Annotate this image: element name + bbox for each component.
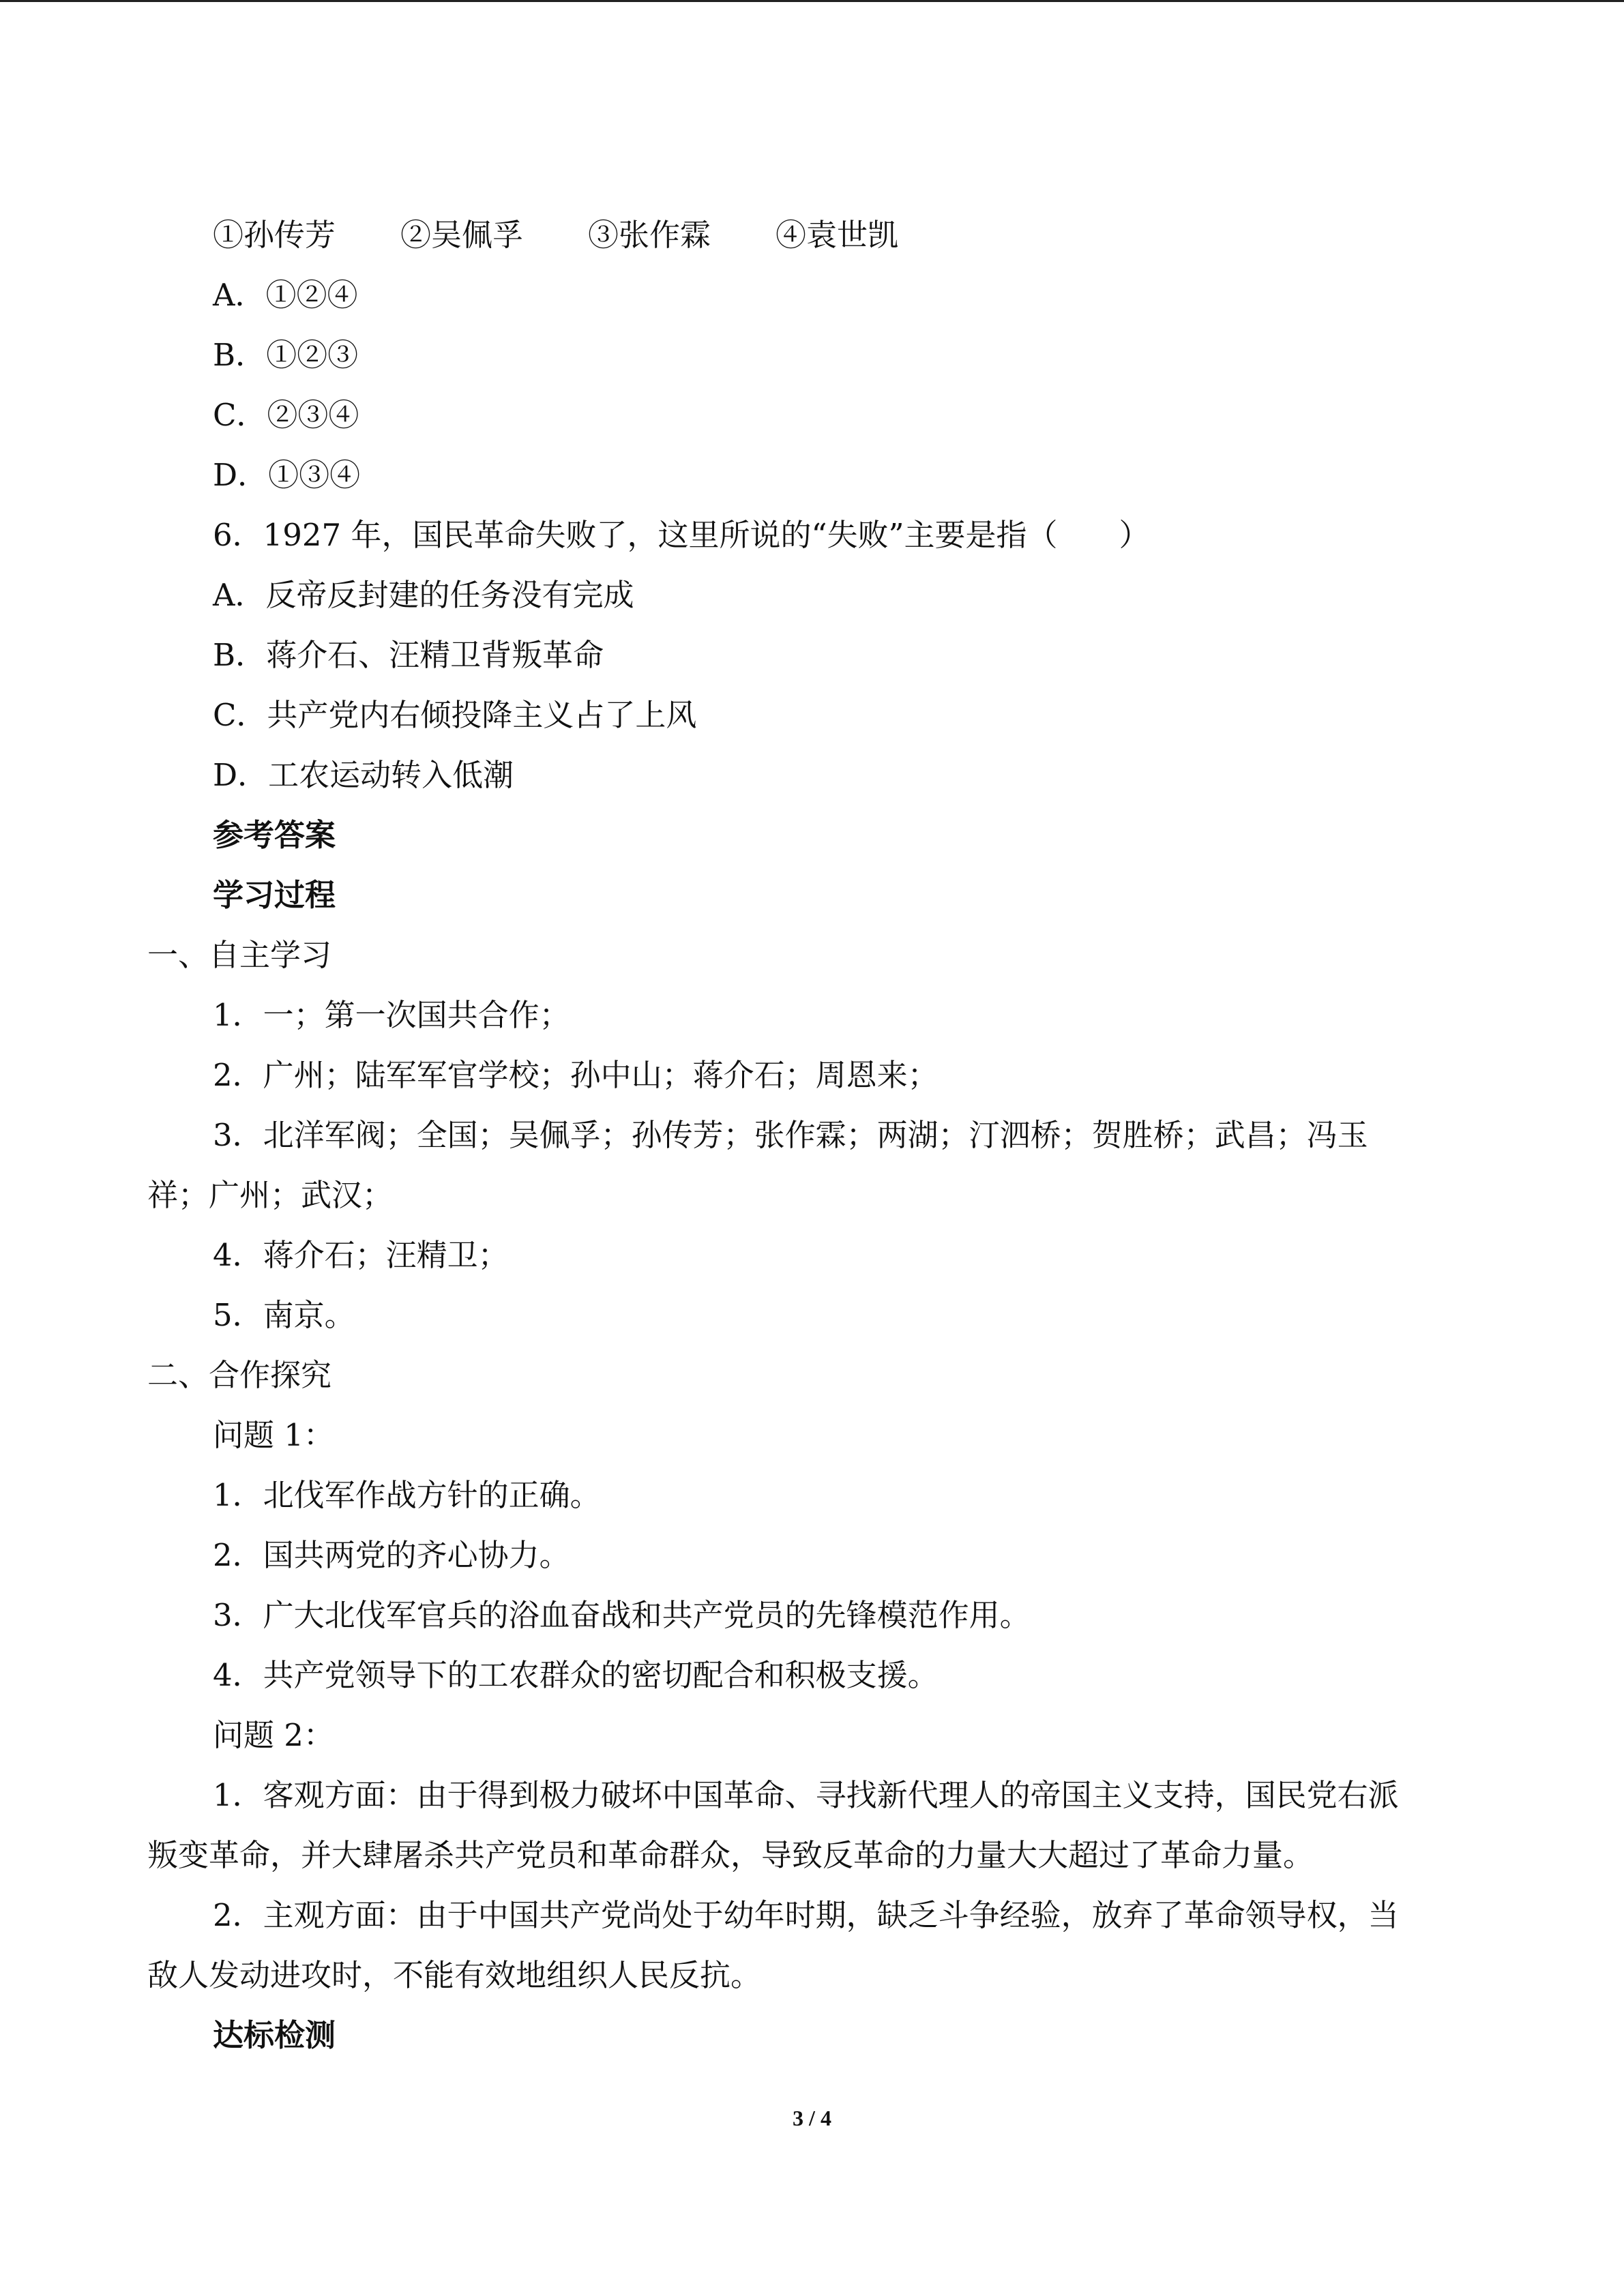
question1-label: 问题 1：: [213, 1417, 334, 1453]
section1-item-3-cont: 祥；广州；武汉；: [147, 1177, 394, 1213]
q5-choice-a: A．①②④: [213, 277, 358, 313]
q2-answer-2: 2．主观方面：由于中国共产党尚处于幼年时期，缺乏斗争经验，放弃了革命领导权，当: [213, 1897, 1399, 1933]
q6-choice-a: A．反帝反封建的任务没有完成: [213, 577, 634, 613]
q2-answer-1: 1．客观方面：由于得到极力破坏中国革命、寻找新代理人的帝国主义支持，国民党右派: [213, 1777, 1399, 1813]
q5-choice-b: B．①②③: [213, 337, 359, 373]
q2-answer-2-cont: 敌人发动进攻时，不能有效地组织人民反抗。: [147, 1957, 762, 1993]
section1-item-4: 4．蒋介石；汪精卫；: [213, 1237, 509, 1273]
q1-answer-4: 4．共产党领导下的工农群众的密切配合和积极支援。: [213, 1657, 939, 1693]
section1-item-5: 5．南京。: [213, 1297, 355, 1333]
q6-choice-c: C．共产党内右倾投降主义占了上风: [213, 697, 697, 733]
q6-choice-b: B．蒋介石、汪精卫背叛革命: [213, 637, 604, 673]
process-heading: 学习过程: [213, 877, 336, 913]
q1-answer-3: 3．广大北伐军官兵的浴血奋战和共产党员的先锋模范作用。: [213, 1597, 1031, 1633]
q6-stem: 6．1927 年，国民革命失败了，这里所说的“失败”主要是指（ ）: [213, 517, 1150, 553]
option-2: ②吴佩孚: [400, 217, 524, 253]
section1-title: 一、自主学习: [147, 937, 332, 973]
option-4: ④袁世凯: [776, 217, 899, 253]
section1-item-2: 2．广州；陆军军官学校；孙中山；蒋介石；周恩来；: [213, 1057, 939, 1093]
q1-answer-1: 1．北伐军作战方针的正确。: [213, 1477, 601, 1513]
test-heading: 达标检测: [213, 2017, 336, 2053]
question2-label: 问题 2：: [213, 1717, 334, 1753]
answers-heading: 参考答案: [213, 817, 336, 853]
q6-choice-d: D．工农运动转入低潮: [213, 757, 514, 793]
q5-choice-c: C．②③④: [213, 397, 359, 433]
option-1: ①孙传芳: [213, 217, 336, 253]
option-3: ③张作霖: [588, 217, 711, 253]
options-row: [0, 215, 1624, 256]
q5-choice-d: D．①③④: [213, 457, 361, 493]
q1-answer-2: 2．国共两党的齐心协力。: [213, 1537, 570, 1573]
section1-item-1: 1．一；第一次国共合作；: [213, 997, 570, 1033]
q2-answer-1-cont: 叛变革命，并大肆屠杀共产党员和革命群众，导致反革命的力量大大超过了革命力量。: [147, 1837, 1314, 1873]
section1-item-3: 3．北洋军阀；全国；吴佩孚；孙传芳；张作霖；两湖；汀泗桥；贺胜桥；武昌；冯玉: [213, 1117, 1368, 1153]
page-number: 3 / 4: [793, 2106, 831, 2130]
section2-title: 二、合作探究: [147, 1357, 332, 1393]
